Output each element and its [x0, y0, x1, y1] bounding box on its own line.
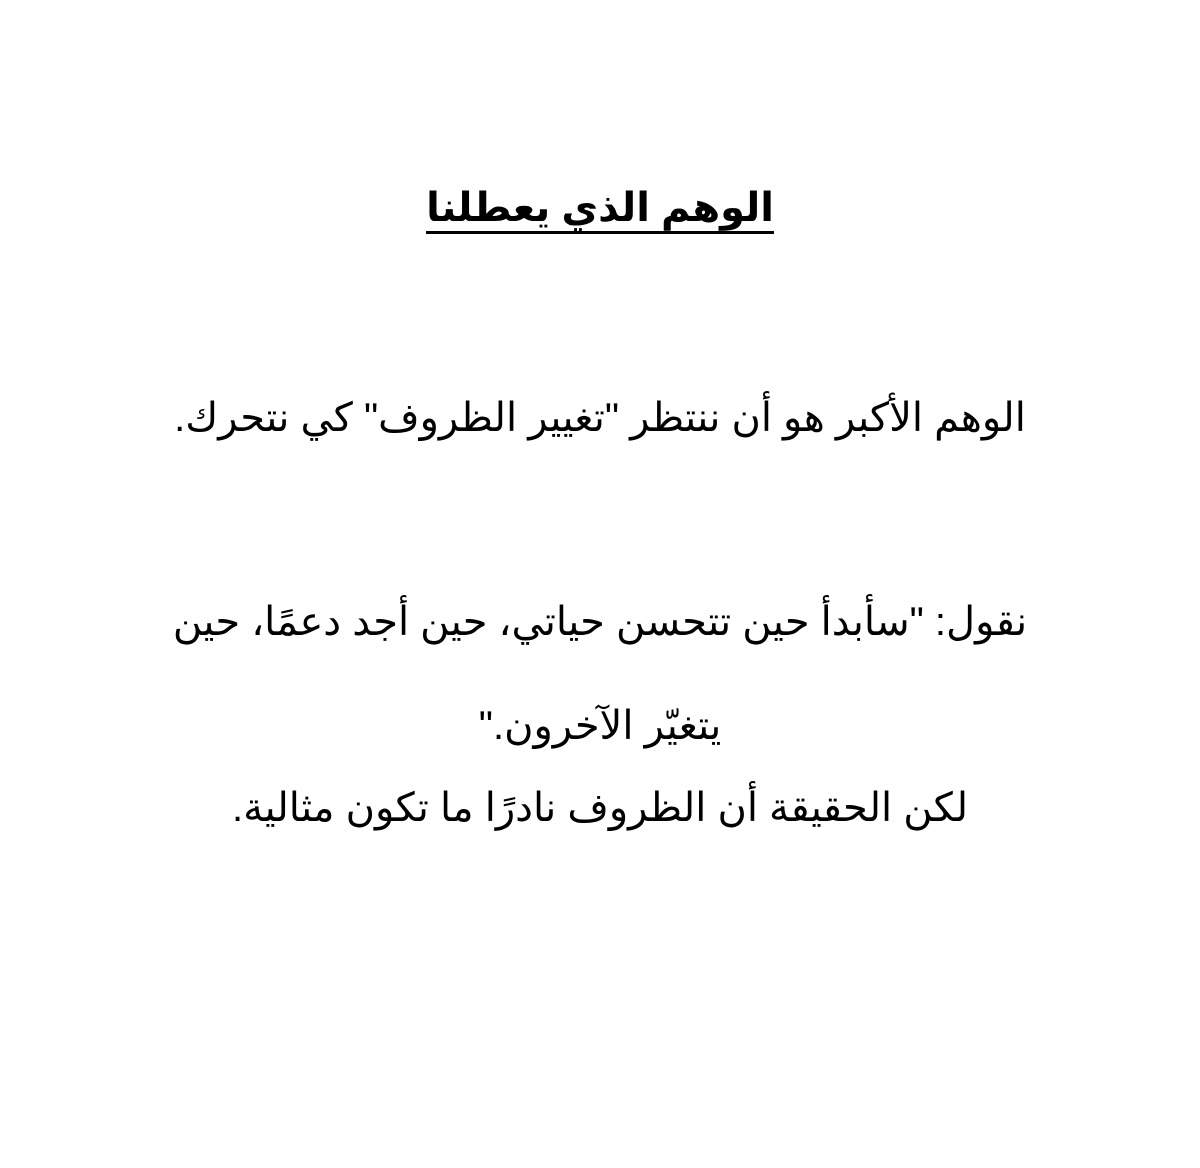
document-title-text: الوهم الذي يعطلنا — [426, 186, 774, 230]
document-title — [0, 178, 1200, 238]
paragraph-2: نقول: "سأبدأ حين تتحسن حياتي، حين أجد دعمًا، حين يتغيّر الآخرون." — [172, 600, 1028, 748]
paragraph-3: لكن الحقيقة أن الظروف نادرًا ما تكون مثالية. — [231, 786, 968, 830]
paragraph-1: الوهم الأكبر هو أن ننتظر "تغيير الظروف" كي نتحرك. — [174, 396, 1026, 440]
